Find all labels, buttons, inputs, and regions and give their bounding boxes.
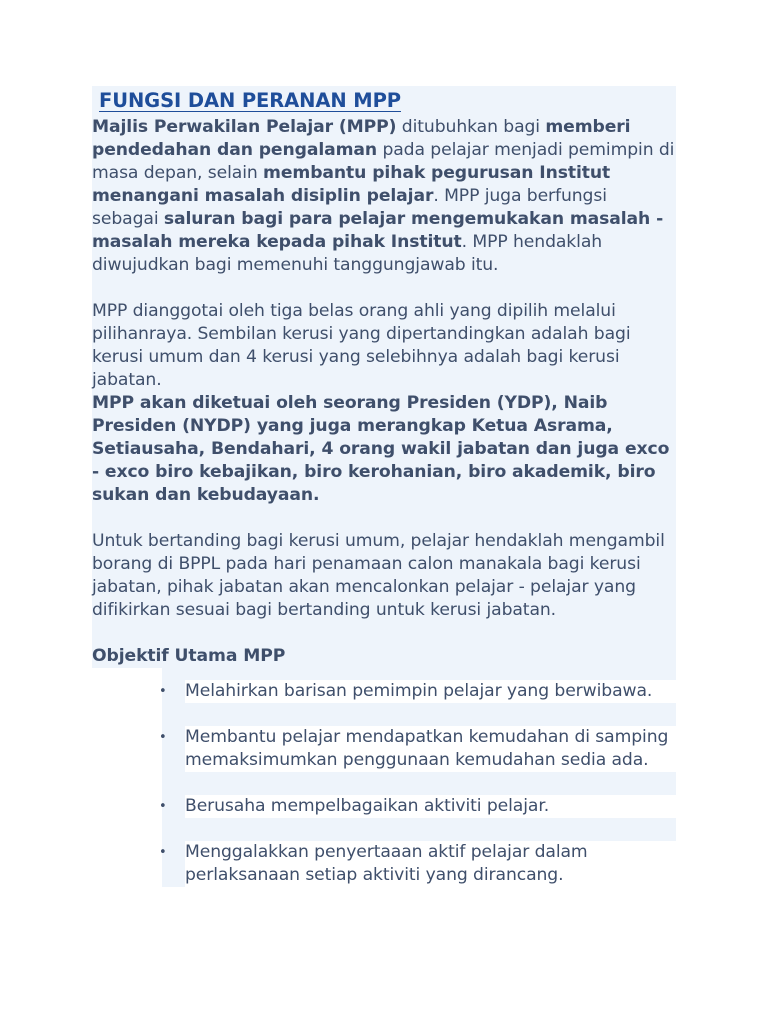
- document-body: [92, 86, 676, 887]
- paragraph-intro-run: pada pelajar menjadi pemimpin di masa depan, selain: [92, 140, 675, 183]
- paragraph-intro: [92, 116, 676, 277]
- paragraph-intro-run: saluran bagi para pelajar mengemukakan masalah - masalah mereka kepada pihak Institut: [92, 209, 664, 252]
- objective-text: Berusaha mempelbagaikan aktiviti pelajar.: [185, 795, 676, 818]
- list-spacer: [162, 772, 676, 795]
- objectives-heading: Objektif Utama MPP: [92, 645, 676, 668]
- paragraph-intro-run: . MPP hendaklah diwujudkan bagi memenuhi tanggungjawab itu.: [92, 232, 603, 275]
- paragraph-structure: MPP akan diketuai oleh seorang Presiden (YDP), Naib Presiden (NYDP) yang juga merangkap Ketua Asrama, Setiausaha, Bendahari, 4 orang wakil jabatan dan juga exco - exco biro kebajikan, biro kerohanian, biro akademik, biro sukan dan kebudayaan.: [92, 392, 676, 507]
- list-spacer: [162, 668, 676, 680]
- objective-text: Membantu pelajar mendapatkan kemudahan di samping memaksimumkan penggunaan kemudahan sedia ada.: [185, 726, 676, 772]
- paragraph-intro-run: ditubuhkan bagi: [396, 117, 546, 137]
- list-spacer: [162, 818, 676, 841]
- title-row: [92, 86, 676, 116]
- objective-text: Menggalakkan penyertaaan aktif pelajar dalam perlaksanaan setiap aktiviti yang dirancang.: [185, 841, 676, 887]
- spacer: [92, 622, 676, 645]
- paragraph-intro-run: Majlis Perwakilan Pelajar (MPP): [92, 117, 397, 137]
- paragraph-election: Untuk bertanding bagi kerusi umum, pelajar hendaklah mengambil borang di BPPL pada hari penamaan calon manakala bagi kerusi jabatan, pihak jabatan akan mencalonkan pelajar - pelajar yang difikirkan sesuai bagi bertanding untuk kerusi jabatan.: [92, 530, 676, 622]
- paragraph-membership: MPP dianggotai oleh tiga belas orang ahli yang dipilih melalui pilihanraya. Sembilan kerusi yang dipertandingkan adalah bagi kerusi umum dan 4 kerusi yang selebihnya adalah bagi kerusi jabatan.: [92, 300, 676, 392]
- paragraph-intro-run: membantu pihak pegurusan Institut menangani masalah disiplin pelajar: [92, 163, 611, 206]
- bullet-icon: •: [159, 730, 167, 745]
- objective-item: [159, 795, 676, 818]
- objectives-list: [92, 668, 676, 887]
- objective-item: [159, 680, 676, 703]
- bullet-icon: •: [159, 684, 167, 699]
- spacer: [92, 277, 676, 300]
- bullet-icon: •: [159, 845, 167, 860]
- objective-item: [159, 726, 676, 772]
- spacer: [92, 507, 676, 530]
- objective-text: Melahirkan barisan pemimpin pelajar yang berwibawa.: [185, 680, 676, 703]
- paragraph-intro-run: memberi pendedahan dan pengalaman: [92, 117, 631, 160]
- list-spacer: [162, 703, 676, 726]
- objective-item: [159, 841, 676, 887]
- page-title: FUNGSI DAN PERANAN MPP: [99, 89, 401, 112]
- paragraph-intro-run: . MPP juga berfungsi sebagai: [92, 186, 607, 229]
- bullet-icon: •: [159, 799, 167, 814]
